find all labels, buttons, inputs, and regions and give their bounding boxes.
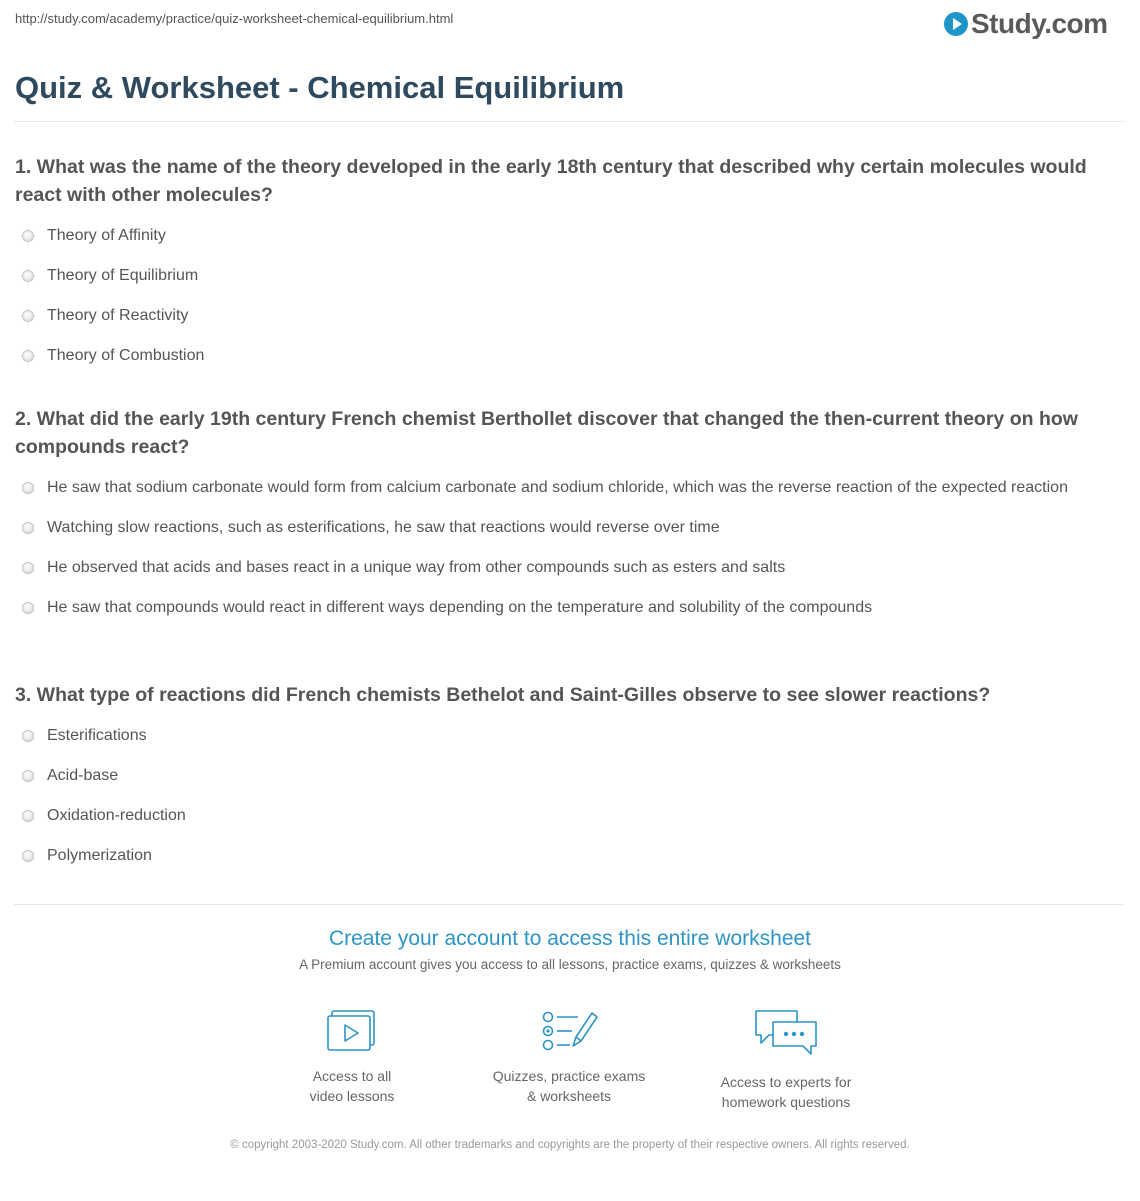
feature-line: Access to all xyxy=(312,1068,392,1084)
answer-text: Acid-base xyxy=(47,767,119,784)
answer-option[interactable] xyxy=(22,516,1092,540)
feature-line: Access to experts for xyxy=(720,1074,852,1090)
video-lesson-icon xyxy=(326,1008,378,1054)
answer-option[interactable] xyxy=(22,804,1092,828)
radio-button-icon[interactable] xyxy=(22,230,34,242)
answer-option[interactable] xyxy=(22,224,1092,248)
answer-text: Oxidation-reduction xyxy=(47,807,186,824)
answer-option[interactable] xyxy=(22,476,1092,500)
radio-button-icon[interactable] xyxy=(22,310,34,322)
radio-button-icon[interactable] xyxy=(22,770,34,782)
feature-quizzes xyxy=(469,1008,669,1106)
answer-text: Theory of Affinity xyxy=(47,227,166,244)
feature-label xyxy=(686,1072,886,1112)
feature-video-lessons xyxy=(252,1008,452,1106)
feature-line: Quizzes, practice exams xyxy=(492,1068,646,1084)
radio-button-icon[interactable] xyxy=(22,482,34,494)
quiz-checklist-icon xyxy=(540,1008,598,1054)
radio-button-icon[interactable] xyxy=(22,730,34,742)
chat-bubbles-icon xyxy=(753,1008,819,1060)
radio-button-icon[interactable] xyxy=(22,270,34,282)
page-title: Quiz & Worksheet - Chemical Equilibrium xyxy=(15,70,625,105)
answer-text: Theory of Equilibrium xyxy=(47,267,199,284)
cta-divider xyxy=(14,904,1125,905)
answer-text: Theory of Reactivity xyxy=(47,307,189,324)
answer-text: Polymerization xyxy=(47,847,152,864)
question-1-text: 1. What was the name of the theory developed in the early 18th century that described why certain molecules would react with other molecules? xyxy=(15,156,1087,206)
feature-experts xyxy=(686,1008,886,1112)
radio-button-icon[interactable] xyxy=(22,350,34,362)
logo-text: Study.com xyxy=(971,8,1108,39)
answer-option[interactable] xyxy=(22,844,1092,868)
answer-option[interactable] xyxy=(22,304,1092,328)
feature-label xyxy=(469,1066,669,1106)
answer-option[interactable] xyxy=(22,724,1092,748)
feature-line: video lessons xyxy=(309,1088,395,1104)
radio-button-icon[interactable] xyxy=(22,810,34,822)
copyright-notice: © copyright 2003-2020 Study.com. All other trademarks and copyrights are the property of their respective owners. All rights reserved. xyxy=(230,1139,910,1151)
question-2-text: 2. What did the early 19th century French chemist Berthollet discover that changed the then-current theory on how compounds react? xyxy=(15,408,1078,458)
feature-line: homework questions xyxy=(721,1094,851,1110)
answer-text: Theory of Combustion xyxy=(47,347,205,364)
radio-button-icon[interactable] xyxy=(22,602,34,614)
answer-option[interactable] xyxy=(22,344,1092,368)
answer-option[interactable] xyxy=(22,596,1092,620)
feature-line: & worksheets xyxy=(526,1088,612,1104)
play-logo-icon xyxy=(944,12,968,36)
radio-button-icon[interactable] xyxy=(22,850,34,862)
answer-text: He saw that sodium carbonate would form from calcium carbonate and sodium chloride, which was the reverse reaction of the expected reaction xyxy=(47,479,1068,496)
answer-text: Watching slow reactions, such as esterifications, he saw that reactions would reverse over time xyxy=(47,519,720,536)
answer-option[interactable] xyxy=(22,764,1092,788)
question-3-options xyxy=(22,724,1092,884)
question-3-text: 3. What type of reactions did French chemists Bethelot and Saint-Gilles observe to see slower reactions? xyxy=(15,684,991,706)
answer-text: He observed that acids and bases react in a unique way from other compounds such as esters and salts xyxy=(47,559,786,576)
question-1-options xyxy=(22,224,1092,384)
answer-text: He saw that compounds would react in different ways depending on the temperature and solubility of the compounds xyxy=(47,599,873,616)
answer-option[interactable] xyxy=(22,264,1092,288)
create-account-link[interactable]: Create your account to access this entire worksheet xyxy=(328,927,812,950)
radio-button-icon[interactable] xyxy=(22,522,34,534)
answer-option[interactable] xyxy=(22,556,1092,580)
study-logo[interactable] xyxy=(944,8,1108,40)
title-divider xyxy=(14,121,1125,122)
question-2-options xyxy=(22,476,1092,636)
radio-button-icon[interactable] xyxy=(22,562,34,574)
page-url: http://study.com/academy/practice/quiz-worksheet-chemical-equilibrium.html xyxy=(15,11,454,26)
cta-subtitle: A Premium account gives you access to all lessons, practice exams, quizzes & worksheets xyxy=(299,957,841,972)
feature-label xyxy=(252,1066,452,1106)
answer-text: Esterifications xyxy=(47,727,147,744)
